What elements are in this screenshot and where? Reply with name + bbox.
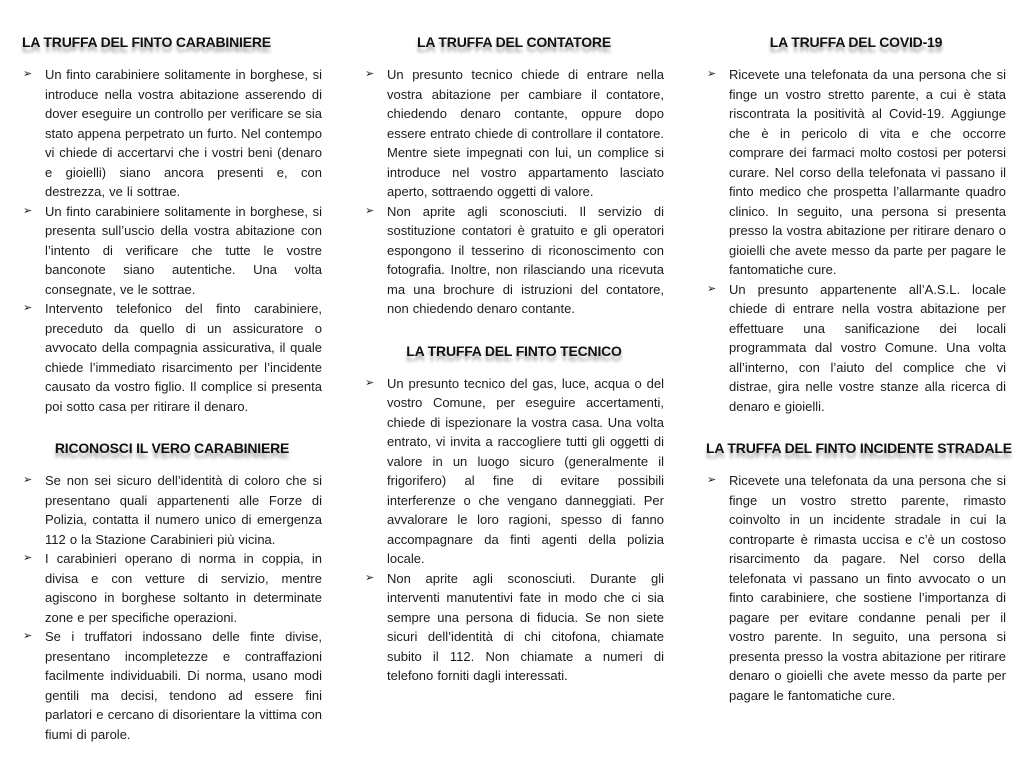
- bullet-list: [364, 65, 664, 319]
- list-item-text: Ricevete una telefonata da una persona che si finge un vostro stretto parente, rimasto coinvolto in un incidente stradale in cui la controparte è rimasta uccisa e c’è un costoso risarcimento da pagare. Nel corso della telefonata vi passano un finto avvocato o un finto carabiniere, che sostiene l’importanza di pagare per evitare condanne penali per il vostro parente. In seguito, una persona si presenta presso la vostra abitazione per ritirare denaro o gioielli che avete messo da parte per pagare le fantomatiche cure.: [729, 473, 1006, 703]
- arrow-bullet-icon: ➢: [365, 571, 375, 584]
- list-item-text: Intervento telefonico del finto carabiniere, preceduto da quello di un assicuratore o avvocato della compagnia assicurativa, il quale chiede l’immediato risarcimento per l’incidente causato da vostro figlio. Il complice si presenta poi sotto casa per ritirare il denaro.: [45, 301, 322, 414]
- section-title: LA TRUFFA DEL FINTO CARABINIERE: [22, 34, 271, 50]
- arrow-bullet-icon: ➢: [707, 282, 717, 295]
- bullet-list: [364, 374, 664, 686]
- list-item: [22, 299, 322, 416]
- list-item-text: Un finto carabiniere solitamente in borghese, si presenta sull’uscio della vostra abitazione con l’intento di verificare che tutte le vostre banconote siano autentiche. Una volta consegnate, ve le sottrae.: [45, 203, 322, 297]
- list-item-text: Un presunto tecnico del gas, luce, acqua o del vostro Comune, per eseguire accertamenti, chiede di ispezionare la vostra casa. Una volta entrato, vi invita a raccogliere tutti gli oggetti di valore in un luogo sicuro (generalmente il frigorifero) al fine di evitare possibili interferenze o che vengano danneggiati. Per avvalorare le loro ragioni, spesso di fanno accompagnare da finti agenti della polizia locale.: [387, 375, 664, 566]
- list-item: [364, 202, 664, 319]
- section: [22, 440, 322, 744]
- list-item: [706, 65, 1006, 280]
- section-title: RICONOSCI IL VERO CARABINIERE: [54, 440, 290, 456]
- list-item-text: Un finto carabiniere solitamente in borghese, si introduce nella vostra abitazione asserendo di dover eseguire un controllo per verificare se sia stato appena perpetrato un furto. Nel contempo vi chiede di accertarvi che i vostri beni (denaro e gioielli) siano ancora presenti e, con destrezza, ve li sottrae.: [45, 67, 322, 199]
- list-item-text: Non aprite agli sconosciuti. Il servizio di sostituzione contatori è gratuito e gli operatori espongono il tesserino di riconoscimento con fotografia. Inoltre, non rilasciando una ricevuta ma una brochure di istruzioni del contatore, non chiedendo denaro contante.: [387, 203, 664, 316]
- list-item: [22, 471, 322, 549]
- list-item: [364, 374, 664, 569]
- arrow-bullet-icon: ➢: [23, 68, 33, 80]
- section: [22, 34, 322, 416]
- list-item: [706, 471, 1006, 705]
- arrow-bullet-icon: ➢: [365, 204, 375, 217]
- bullet-list: [706, 471, 1006, 705]
- arrow-bullet-icon: ➢: [23, 474, 33, 486]
- list-item: [22, 65, 322, 202]
- list-item-text: Ricevete una telefonata da una persona che si finge un vostro stretto parente, a cui è stata riscontrata la positività al Covid-19. Aggiunge che è in pericolo di vita e che occorre comprare dei farmaci molto costosi per potersi curare. Nel corso della telefonata vi passano il finto medico che prospetta l’allarmante quadro clinico. In seguito, una persona si presenta presso la vostra abitazione per ritirare denaro o gioielli che avete messo da parte per pagare le fantomatiche cure.: [729, 67, 1006, 277]
- bullet-list: [22, 471, 322, 744]
- column-2: [364, 34, 664, 758]
- bullet-list: [706, 65, 1006, 416]
- section-title: LA TRUFFA DEL COVID-19: [769, 34, 943, 50]
- list-item-text: Un presunto appartenente all’A.S.L. locale chiede di entrare nella vostra abitazione per effettuare una sanificazione dei locali programmata dal vostro Comune. Una volta all’interno, con l’aiuto del complice che vi distrae, gira nelle vostre stanze alla ricerca di denaro e gioielli.: [729, 281, 1006, 414]
- list-item: [364, 569, 664, 686]
- bullet-list: [22, 65, 322, 416]
- list-item: [22, 627, 322, 744]
- section: [706, 34, 1006, 416]
- section: [706, 440, 1012, 705]
- arrow-bullet-icon: ➢: [707, 68, 717, 80]
- arrow-bullet-icon: ➢: [365, 68, 375, 80]
- section: [364, 343, 664, 686]
- section-title: LA TRUFFA DEL CONTATORE: [417, 34, 611, 50]
- list-item-text: Non aprite agli sconosciuti. Durante gli interventi manutentivi fate in modo che ci sia sempre una persona di fiducia. Se non siete sicuri dell’identità di chi citofona, chiamate subito il 112. Non chiamate a numeri di telefono forniti dagli interessati.: [387, 570, 664, 683]
- list-item: [706, 280, 1006, 417]
- section: [364, 34, 664, 319]
- list-item: [364, 65, 664, 202]
- section-title: LA TRUFFA DEL FINTO TECNICO: [406, 342, 622, 359]
- column-1: [22, 34, 322, 758]
- arrow-bullet-icon: ➢: [23, 552, 33, 564]
- arrow-bullet-icon: ➢: [365, 376, 375, 389]
- list-item-text: Un presunto tecnico chiede di entrare nella vostra abitazione per cambiare il contatore, chiedendo denaro contante, oppure dopo essere entrato chiede di controllare il contatore. Mentre siete impegnati con lui, un complice si introduce nel vostro appartamento lasciato aperto, sottraendo oggetti di valore.: [387, 67, 664, 199]
- arrow-bullet-icon: ➢: [707, 474, 717, 486]
- list-item: [22, 202, 322, 300]
- arrow-bullet-icon: ➢: [23, 204, 33, 217]
- list-item-text: Se i truffatori indossano delle finte divise, presentano incompletezze e contraffazioni facilmente individuabili. Di norma, usano modi gentili ma decisi, tendono ad essere fini parlatori e cercano di disorientare la vittima con fiumi di parole.: [45, 629, 322, 742]
- list-item: [22, 549, 322, 627]
- section-title: LA TRUFFA DEL FINTO INCIDENTE STRADALE: [706, 440, 1012, 456]
- list-item-text: Se non sei sicuro dell’identità di coloro che si presentano quali appartenenti alle Forze di Polizia, contatta il numero unico di emergenza 112 o la Stazione Carabinieri più vicina.: [45, 473, 322, 547]
- arrow-bullet-icon: ➢: [23, 302, 33, 314]
- arrow-bullet-icon: ➢: [23, 630, 33, 642]
- column-3: [706, 34, 1012, 758]
- list-item-text: I carabinieri operano di norma in coppia, in divisa e con vetture di servizio, mentre agiscono in borghese soltanto in determinate zone e per specifiche operazioni.: [45, 551, 322, 625]
